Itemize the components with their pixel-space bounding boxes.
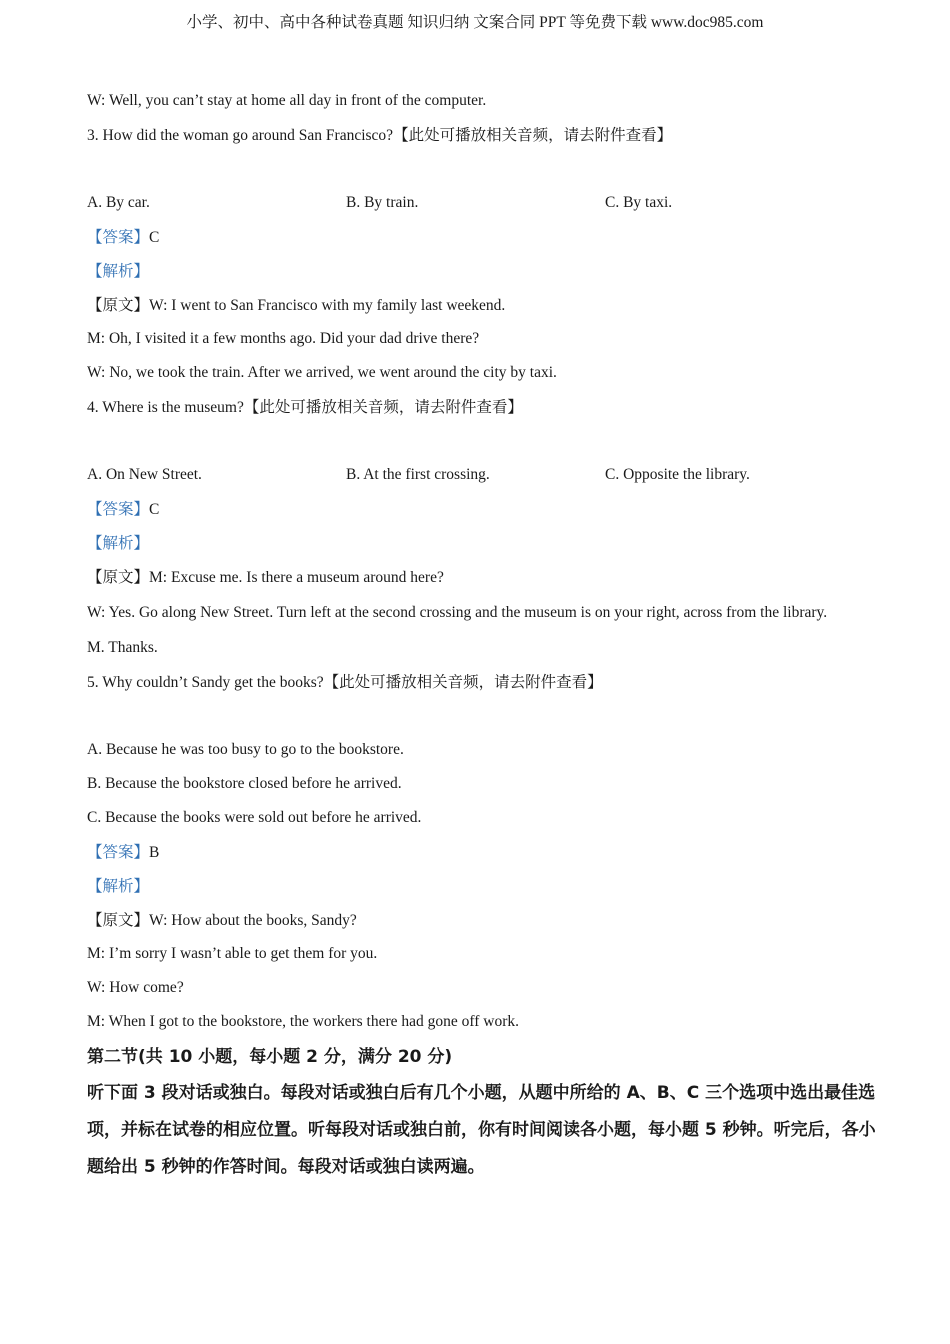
option-b: B. Because the bookstore closed before he arrived. xyxy=(87,775,402,792)
transcript-line: M. Thanks. xyxy=(87,639,158,656)
transcript-line xyxy=(87,288,877,322)
answer-line xyxy=(87,835,877,869)
answer-value: C xyxy=(149,229,160,246)
answer-line xyxy=(87,492,877,526)
answer-value: B xyxy=(149,844,160,861)
transcript-line xyxy=(87,560,877,594)
analysis-label: 【解析】 xyxy=(87,534,150,552)
transcript-label: 【原文】 xyxy=(87,911,150,929)
audio-note: 【此处可播放相关音频，请去附件查看】 xyxy=(393,126,673,144)
option-a: A. On New Street. xyxy=(87,466,202,483)
audio-note: 【此处可播放相关音频，请去附件查看】 xyxy=(243,398,523,416)
analysis-line xyxy=(87,869,877,903)
answer-line xyxy=(87,220,877,254)
dialogue-line: W: Well, you can’t stay at home all day in front of the computer. xyxy=(87,92,487,109)
option-c: C. Opposite the library. xyxy=(605,466,750,483)
analysis-label: 【解析】 xyxy=(87,877,150,895)
transcript-line: W: Yes. Go along New Street. Turn left at the second crossing and the museum is on your right, across from the library. xyxy=(87,604,828,621)
question-4-options xyxy=(87,458,877,492)
answer-label: 【答案】 xyxy=(87,843,150,861)
transcript-text: W: I went to San Francisco with my family last weekend. xyxy=(149,297,506,314)
option-a: A. Because he was too busy to go to the bookstore. xyxy=(87,741,404,758)
transcript-line: M: I’m sorry I wasn’t able to get them for you. xyxy=(87,945,378,962)
question-4 xyxy=(87,390,877,424)
transcript-line: W: No, we took the train. After we arrived, we went around the city by taxi. xyxy=(87,364,557,381)
answer-label: 【答案】 xyxy=(87,228,150,246)
page-header: 小学、初中、高中各种试卷真题 知识归纳 文案合同 PPT 等免费下载 www.doc985.com xyxy=(186,14,764,31)
option-c: C. By taxi. xyxy=(605,194,673,211)
question-3 xyxy=(87,118,877,152)
question-prompt: 4. Where is the museum? xyxy=(87,399,244,416)
option-c: C. Because the books were sold out before he arrived. xyxy=(87,809,422,826)
question-3-options xyxy=(87,186,877,220)
analysis-line xyxy=(87,254,877,288)
option-a: A. By car. xyxy=(87,194,150,211)
question-5 xyxy=(87,665,877,699)
transcript-line: M: Oh, I visited it a few months ago. Did your dad drive there? xyxy=(87,330,480,347)
analysis-line xyxy=(87,526,877,560)
audio-note: 【此处可播放相关音频，请去附件查看】 xyxy=(323,673,603,691)
transcript-line: M: When I got to the bookstore, the workers there had gone off work. xyxy=(87,1013,520,1030)
transcript-line: W: How come? xyxy=(87,979,184,996)
analysis-label: 【解析】 xyxy=(87,262,150,280)
question-prompt: 5. Why couldn’t Sandy get the books? xyxy=(87,674,324,691)
option-b: B. At the first crossing. xyxy=(346,466,490,483)
transcript-line xyxy=(87,903,877,937)
section-heading: 第二节(共 10 小题，每小题 2 分，满分 20 分) xyxy=(87,1047,453,1067)
answer-label: 【答案】 xyxy=(87,500,150,518)
transcript-text: W: How about the books, Sandy? xyxy=(149,912,357,929)
transcript-label: 【原文】 xyxy=(87,568,150,586)
option-b: B. By train. xyxy=(346,194,419,211)
document-body xyxy=(87,84,877,1186)
transcript-text: M: Excuse me. Is there a museum around here? xyxy=(149,569,444,586)
question-prompt: 3. How did the woman go around San Francisco? xyxy=(87,127,394,144)
transcript-label: 【原文】 xyxy=(87,296,150,314)
section-instructions: 听下面 3 段对话或独白。每段对话或独白后有几个小题，从题中所给的 A、B、C 三个选项中选出最佳选项，并标在试卷的相应位置。听每段对话或独白前，你有时间阅读各小题，每小题 5 秒钟。听完后，各小题给出 5 秒钟的作答时间。每段对话或独白读两遍。 xyxy=(87,1083,876,1177)
answer-value: C xyxy=(149,501,160,518)
